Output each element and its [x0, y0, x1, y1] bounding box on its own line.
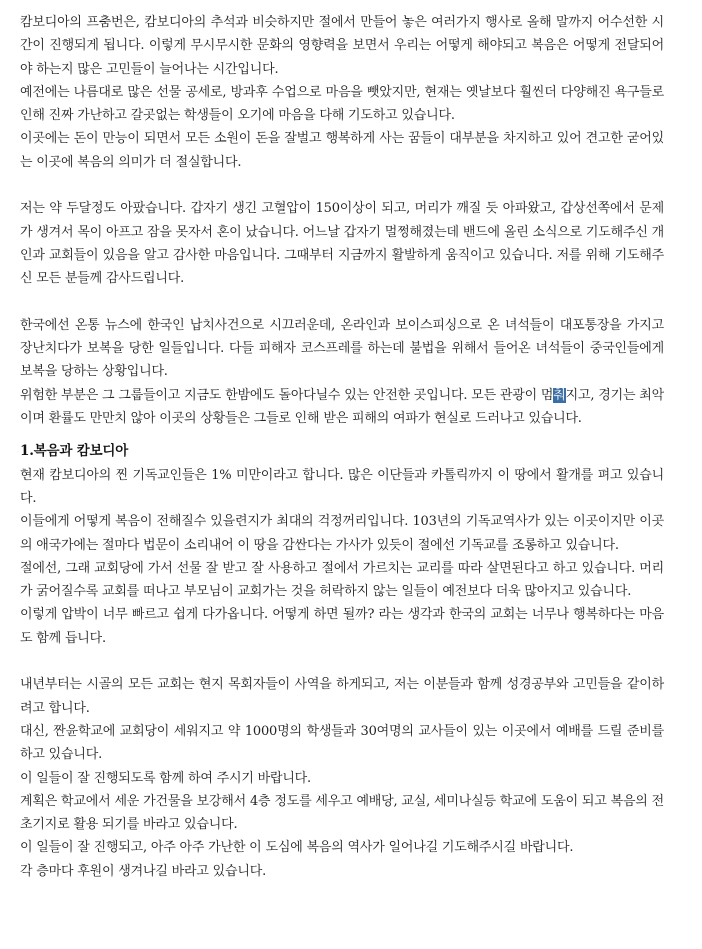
section1-paragraph-1: 현재 캄보디아의 찐 기독교인들은 1% 미만이라고 합니다. 많은 이단들과 카톨릭까지 이 땅에서 활개를 펴고 있습니다. [20, 467, 664, 506]
paragraph-spacer [20, 291, 664, 314]
news-text-before-selection: 위험한 부분은 그 그룹들이고 지금도 한밤에도 돌아다닐수 있는 안전한 곳입니다. 모든 관광이 멈 [20, 387, 554, 403]
plans-paragraph-1: 내년부터는 시골의 모든 교회는 현지 목회자들이 사역을 하게되고, 저는 이분들과 함께 성경공부와 고민들을 같이하려고 합니다. [20, 677, 664, 716]
intro-paragraph-3: 이곳에는 돈이 만능이 되면서 모든 소원이 돈을 잘벌고 행복하게 사는 꿈들이 대부분을 차지하고 있어 견고한 굳어있는 이곳에 복음의 의미가 더 절실합니다. [20, 131, 664, 170]
paragraph-spacer [20, 174, 664, 197]
text-selection-highlight[interactable]: 춰 [553, 387, 566, 403]
plans-paragraph-2: 대신, 짠윤학교에 교회당이 세워지고 약 1000명의 학생들과 30여명의 교사들이 있는 이곳에서 예배를 드릴 준비를 하고 있습니다. [20, 723, 664, 763]
section1-paragraph-3: 절에선, 그래 교회당에 가서 선물 잘 받고 잘 사용하고 절에서 가르치는 교리를 따라 살면된다고 하고 있습니다. 머리가 굵어질수록 교회를 떠나고 부모님이 교회가는 것을 허락하지 않는 일들이 예전보다 더욱 많아지고 있습니다. [20, 560, 664, 600]
news-text-after-selection: 지고, 경기는 최악이며 환률도 만만치 않아 이곳의 상황들은 그들로 인해 받은 피해의 여파가 현실로 드러나고 있습니다. [20, 387, 664, 427]
section1-paragraph-2: 이들에게 어떻게 복음이 전해질수 있을련지가 최대의 걱정꺼리입니다. 103년의 기독교역사가 있는 이곳이지만 이곳의 애국가에는 절마다 법문이 소리내어 이 땅을 감싼다는 가사가 있듯이 절에선 기독교를 조롱하고 있습니다. [20, 514, 664, 553]
plans-paragraph-5: 이 일들이 잘 진행되고, 아주 아주 가난한 이 도심에 복음의 역사가 일어나길 기도해주시길 바랍니다. [20, 840, 574, 856]
intro-paragraph-1: 캄보디아의 프춤번은, 캄보디아의 추석과 비슷하지만 절에서 만들어 놓은 여러가지 행사로 올해 말까지 어수선한 시간이 진행되게 됩니다. 이렇게 무시무시한 문화의 영향력을 보면서 우리는 어떻게 해야되고 복음은 어떻게 전달되어야 하는지 많은 고민들이 늘어나는 시간입니다. [20, 15, 664, 77]
news-paragraph-2 [20, 384, 664, 431]
section1-paragraph-4: 이렇게 압박이 너무 빠르고 쉽게 다가옵니다. 어떻게 하면 될까? 라는 생각과 한국의 교회는 너무나 행복하다는 마음도 함께 듭니다. [20, 607, 664, 646]
plans-paragraph-6: 각 층마다 후원이 생겨나길 바라고 있습니다. [20, 863, 267, 879]
health-paragraph: 저는 약 두달정도 아팠습니다. 갑자기 생긴 고혈압이 150이상이 되고, 머리가 깨질 듯 아파왔고, 갑상선쪽에서 문제가 생겨서 목이 아프고 잠을 못자서 혼이 났습니다. 어느날 갑자기 멀쩡해졌는데 밴드에 올린 소식으로 기도해주신 개인과 교회들이 있음을 알고 감사한 마음입니다. 그때부터 지금까지 활발하게 움직이고 있습니다. 저를 위해 기도해주신 모든 분들께 감사드립니다. [20, 201, 664, 287]
section-heading: 1.복음과 캄보디아 [20, 443, 129, 460]
document-body [20, 11, 664, 883]
plans-paragraph-3: 이 일들이 잘 진행되도록 함께 하여 주시기 바랍니다. [20, 770, 311, 786]
intro-paragraph-2: 예전에는 나름대로 많은 선물 공세로, 방과후 수업으로 마음을 뺏았지만, 현재는 옛날보다 훨씬더 다양해진 욕구들로 인해 진짜 가난하고 갈곳없는 학생들이 오기에 마음을 다해 기도하고 있습니다. [20, 84, 664, 124]
news-paragraph-1: 한국에선 온통 뉴스에 한국인 납치사건으로 시끄러운데, 온라인과 보이스피싱으로 온 녀석들이 대포통장을 가지고 장난치다가 보복을 당한 일들입니다. 다들 피해자 코스프레를 하는데 불법을 위해서 들어온 녀석들이 중국인들에게 보복을 당하는 상황입니다. [20, 317, 664, 380]
paragraph-spacer [20, 650, 664, 673]
plans-paragraph-4: 계획은 학교에서 세운 가건물을 보강해서 4층 정도를 세우고 예배당, 교실, 세미나실등 학교에 도움이 되고 복음의 전초기지로 활용 되기를 바라고 있습니다. [20, 793, 664, 833]
